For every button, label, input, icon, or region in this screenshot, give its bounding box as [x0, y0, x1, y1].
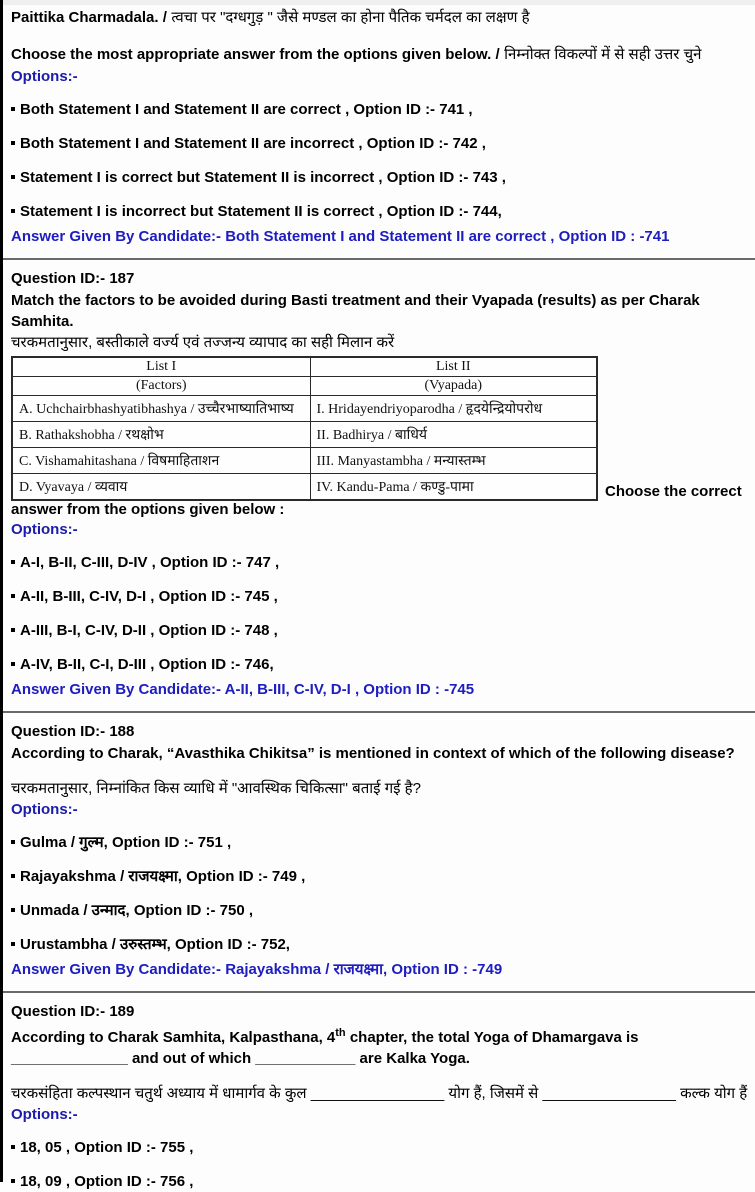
table-header-row [12, 357, 597, 377]
option-text: A-III, B-I, C-IV, D-II , Option ID :- 748 , [20, 622, 278, 639]
option-text: 18, 09 , Option ID :- 756 , [20, 1173, 194, 1190]
table-cell: III. Manyastambha / मन्यास्तम्भ [310, 448, 597, 474]
question-stem [11, 7, 749, 28]
stem-hindi: त्वचा पर "दग्धगुड़ " जैसे मण्डल का होना पैतिक चर्मदल का लक्षण है [171, 9, 530, 26]
table-cell: II. Badhirya / बाधिर्य [310, 422, 597, 448]
option-text: Statement I is correct but Statement II is incorrect , Option ID :- 743 , [20, 169, 506, 186]
stem-english: Paittika Charmadala. / [11, 9, 167, 26]
option-bullet-icon [11, 209, 15, 213]
option-bullet-icon [11, 594, 15, 598]
option-bullet-icon [11, 141, 15, 145]
table-cell: IV. Kandu-Pama / कण्डु-पामा [310, 474, 597, 501]
option-item [11, 168, 749, 188]
question-block-189 [11, 1002, 749, 1192]
table-cell: B. Rathakshobha / रथक्षोभ [12, 422, 310, 448]
option-text: 18, 05 , Option ID :- 755 , [20, 1139, 194, 1156]
choose-answer-text: Choose the correct answer from the options given below : [11, 483, 742, 518]
option-text: Both Statement I and Statement II are incorrect , Option ID :- 742 , [20, 135, 486, 152]
question-stem-english: According to Charak Samhita, Kalpasthana, 4th chapter, the total Yoga of Dhamargava is ______________ and out of which ____________ are Kalka Yoga. [11, 1027, 639, 1067]
option-item [11, 833, 749, 853]
table-row [12, 448, 597, 474]
option-bullet-icon [11, 1145, 15, 1149]
question-id: Question ID:- 188 [11, 723, 135, 740]
option-item [11, 1138, 749, 1158]
question-stem-hindi: चरकमतानुसार, बस्तीकाले वर्ज्य एवं तज्जन्य व्यापाद का सही मिलान करें [11, 334, 395, 351]
option-bullet-icon [11, 840, 15, 844]
options-label: Options:- [11, 521, 78, 538]
option-item [11, 553, 749, 573]
option-bullet-icon [11, 908, 15, 912]
table-subheader-cell: (Factors) [12, 377, 310, 396]
table-cell: A. Uchchairbhashyatibhashya / उच्चैरभाष्यातिभाष्य [12, 396, 310, 422]
option-item [11, 202, 749, 222]
table-subheader-cell: (Vyapada) [310, 377, 597, 396]
table-row [12, 422, 597, 448]
question-id: Question ID:- 187 [11, 270, 135, 287]
table-cell: I. Hridayendriyoparodha / हृदयेन्द्रियोपरोध [310, 396, 597, 422]
option-bullet-icon [11, 942, 15, 946]
question-block-top [11, 7, 749, 247]
option-item [11, 621, 749, 641]
option-bullet-icon [11, 874, 15, 878]
option-item [11, 867, 749, 887]
page-top-margin [3, 0, 755, 5]
option-bullet-icon [11, 662, 15, 666]
option-text: A-I, B-II, C-III, D-IV , Option ID :- 747 , [20, 554, 280, 571]
option-bullet-icon [11, 628, 15, 632]
option-item [11, 100, 749, 120]
options-label: Options:- [11, 801, 78, 818]
answer-given-line: Answer Given By Candidate:- Both Statement I and Statement II are correct , Option ID : -741 [11, 228, 670, 245]
option-item [11, 134, 749, 154]
table-row [12, 474, 597, 501]
option-item [11, 587, 749, 607]
ordinal-superscript: th [335, 1027, 346, 1039]
option-item [11, 935, 749, 955]
option-text: A-II, B-III, C-IV, D-I , Option ID :- 745 , [20, 588, 278, 605]
table-row [12, 396, 597, 422]
options-label: Options:- [11, 68, 78, 85]
question-block-187 [11, 269, 749, 700]
question-id: Question ID:- 189 [11, 1003, 135, 1020]
instruction-hindi: निम्नोक्त विकल्पों में से सही उत्तर चुने [504, 46, 702, 63]
question-stem-hindi: चरकसंहिता कल्पस्थान चतुर्थ अध्याय में धामार्गव के कुल ________________ योग हैं, जिसमें से ________________ कल्क योग हैं [11, 1085, 748, 1102]
section-separator [3, 711, 755, 713]
match-table [11, 356, 598, 501]
table-header-cell: List II [310, 357, 597, 377]
options-label: Options:- [11, 1106, 78, 1123]
table-subheader-row [12, 377, 597, 396]
option-text: A-IV, B-II, C-I, D-III , Option ID :- 746, [20, 656, 274, 673]
instruction-english: Choose the most appropriate answer from the options given below. / [11, 46, 500, 63]
option-bullet-icon [11, 107, 15, 111]
option-bullet-icon [11, 1179, 15, 1183]
answer-given-line: Answer Given By Candidate:- A-II, B-III, C-IV, D-I , Option ID : -745 [11, 681, 475, 698]
question-stem-english: According to Charak, “Avasthika Chikitsa” is mentioned in context of which of the following disease? [11, 745, 735, 762]
option-text: Statement I is incorrect but Statement II is correct , Option ID :- 744, [20, 203, 502, 220]
option-text: Urustambha / उरुस्तम्भ, Option ID :- 752, [20, 936, 290, 953]
question-block-188 [11, 722, 749, 980]
option-text: Both Statement I and Statement II are correct , Option ID :- 741 , [20, 101, 473, 118]
option-text: Gulma / गुल्म, Option ID :- 751 , [20, 834, 232, 851]
option-item [11, 655, 749, 675]
option-item [11, 1172, 749, 1192]
option-bullet-icon [11, 560, 15, 564]
table-header-cell: List I [12, 357, 310, 377]
option-text: Rajayakshma / राजयक्ष्मा, Option ID :- 749 , [20, 868, 306, 885]
question-stem-hindi: चरकमतानुसार, निम्नांकित किस व्याधि में "आवस्थिक चिकित्सा" बताई गई है? [11, 780, 421, 797]
question-stem-english: Match the factors to be avoided during Basti treatment and their Vyapada (results) as per Charak Samhita. [11, 292, 700, 330]
option-text: Unmada / उन्माद, Option ID :- 750 , [20, 902, 253, 919]
answer-given-line: Answer Given By Candidate:- Rajayakshma / राजयक्ष्मा, Option ID : -749 [11, 961, 503, 978]
section-separator [3, 991, 755, 993]
option-bullet-icon [11, 175, 15, 179]
section-separator [3, 258, 755, 260]
table-cell: C. Vishamahitashana / विषमाहिताशन [12, 448, 310, 474]
table-cell: D. Vyavaya / व्यवाय [12, 474, 310, 501]
question-instruction [11, 44, 749, 65]
option-item [11, 901, 749, 921]
